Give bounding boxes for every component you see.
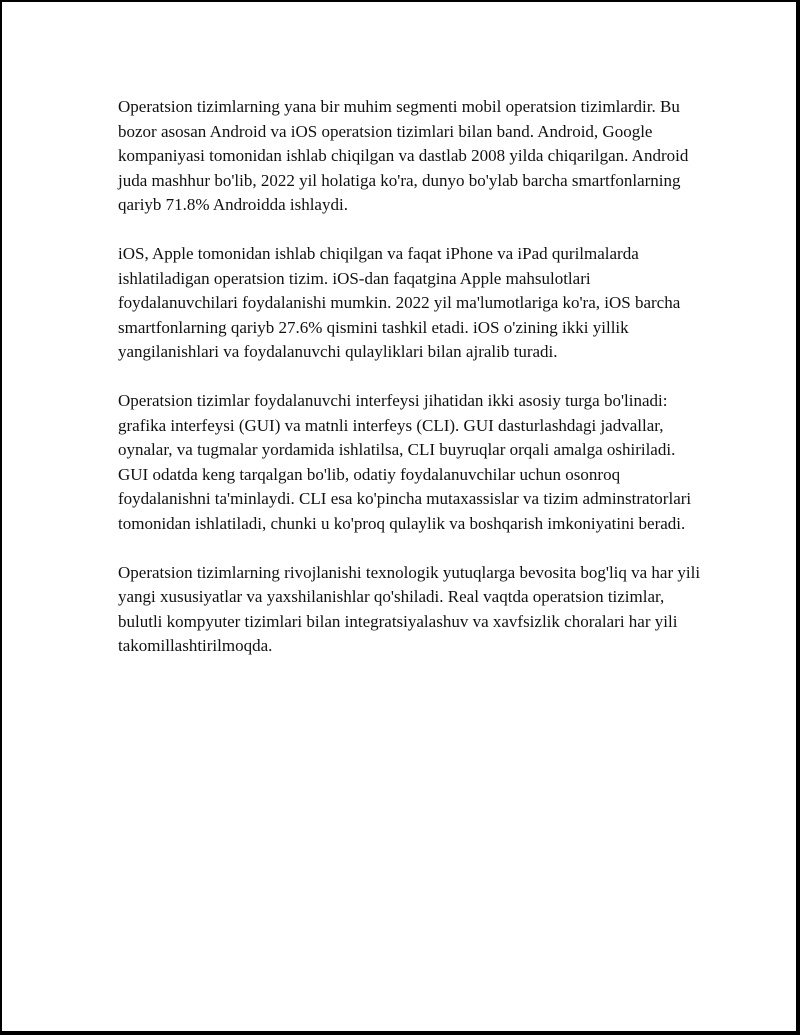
paragraph-ios: iOS, Apple tomonidan ishlab chiqilgan va faqat iPhone va iPad qurilmalarda ishlatiladigan operatsion tizim. iOS-dan faqatgina Apple mahsulotlari foydalanuvchilari foydalanishi mumkin. 2022 yil ma'lumotlariga ko'ra, iOS barcha smartfonlarning qariyb 27.6% qismini tashkil etadi. iOS o'zining ikki yillik yangilanishlari va foydalanuvchi qulayliklari bilan ajralib turadi. [118,244,681,361]
paragraph-mobile-os: Operatsion tizimlarning yana bir muhim segmenti mobil operatsion tizimlardir. Bu bozor asosan Android va iOS operatsion tizimlari bilan band. Android, Google kompaniyasi tomonidan ishlab chiqilgan va dastlab 2008 yilda chiqarilgan. Android juda mashhur bo'lib, 2022 yil holatiga ko'ra, dunyo bo'ylab barcha smartfonlarning qariyb 71.8% Androidda ishlaydi. [118,97,689,214]
document-body [118,95,708,683]
paragraph-os-development: Operatsion tizimlarning rivojlanishi texnologik yutuqlarga bevosita bog'liq va har yili yangi xususiyatlar va yaxshilanishlar qo'shiladi. Real vaqtda operatsion tizimlar, bulutli kompyuter tizimlari bilan integratsiyalashuv va xavfsizlik choralari har yili takomillashtirilmoqda. [118,562,701,655]
paragraph-user-interface: Operatsion tizimlar foydalanuvchi interfeysi jihatidan ikki asosiy turga bo'linadi: grafika interfeysi (GUI) va matnli interfeys (CLI). GUI dasturlashdagi jadvallar, oynalar, va tugmalar yordamida ishlatilsa, CLI buyruqlar orqali amalga oshiriladi. GUI odatda keng tarqalgan bo'lib, odatiy foydalanuvchilar uchun osonroq foydalanishni ta'minlaydi. CLI esa ko'pincha mutaxassislar va tizim adminstratorlari tomonidan ishlatiladi, chunki u ko'proq qulaylik va boshqarish imkoniyatini beradi. [118,391,692,533]
